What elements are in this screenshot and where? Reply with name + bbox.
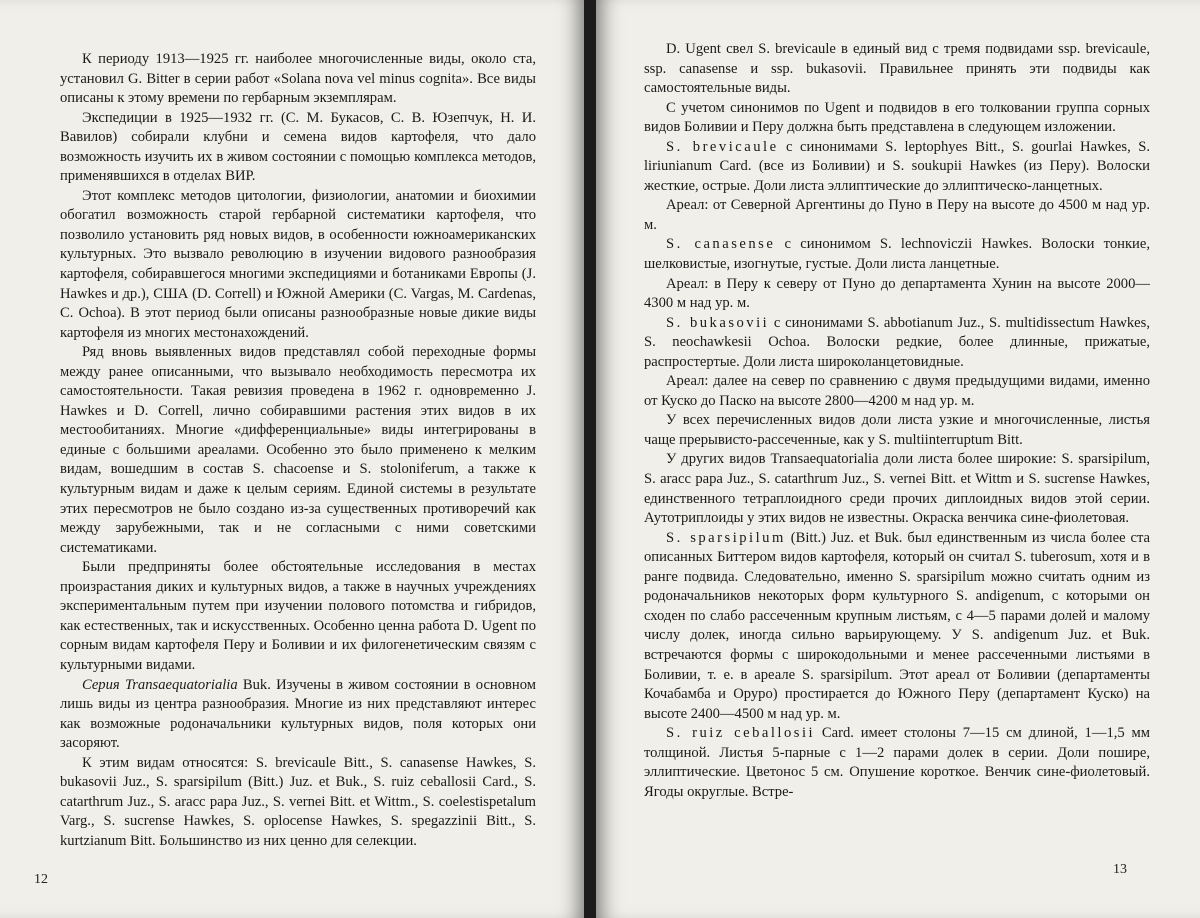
paragraph <box>644 724 1150 802</box>
paragraph: К периоду 1913—1925 гг. наиболее многочисленные виды, около ста, установил G. Bitter в серии работ «Solana nova vel minus cognita». Все виды описаны к этому времени по гербарным экземплярам. <box>60 51 536 107</box>
paragraph <box>60 676 536 754</box>
page-number: 12 <box>34 872 48 887</box>
paragraph: Были предприняты более обстоятельные исследования в местах произрастания диких и культурных видов, а также в научных учреждениях экспериментальным путем при изучении полового потомства и гибридов, как естественных, так и искусственных. Особенно ценна работа D. Ugent по сорным видам картофеля Перу и Боливии и их филогенетическим связям с культурными видами. <box>60 559 536 673</box>
paragraph: Экспедиции в 1925—1932 гг. (С. М. Букасов, С. В. Юзепчук, Н. И. Вавилов) собирали клубни и семена видов картофеля, что дало возможность изучить их в живом состоянии с помощью комплекса методов, применявшихся в отделах ВИР. <box>60 109 536 185</box>
paragraph <box>644 529 1150 724</box>
paragraph-text: (Bitt.) Juz. et Buk. был единственным из числа более ста описанных Биттером видов картофеля, который он считал S. tuberosum, хотя и в ранге подвида. Следовательно, именно S. sparsipilum можно считать одним из родоначальников некоторых форм культурного S. andigenum, с которыми он сходен по слабо рассеченным крупным листьям, с 4—5 парами долей и малому числу долек, иногда сильно варьирующему. У S. andigenum Juz. et Buk. встречаются формы с широкодольными и менее рассеченными листьями в Боливии, т. е. в ареале S. sparsipilum. Этот ареал от Боливии (департаменты Кочабамба и Оруро) простирается до Южного Перу (департамент Куско) на высоте 2400—4500 м над ур. м. <box>644 529 1150 722</box>
paragraph: Ряд вновь выявленных видов представлял собой переходные формы между ранее описанными, что вызывало необходимость пересмотра их самостоятельности. Такая ревизия проведена в 1962 г. одновременно J. Hawkes и D. Correll, лично собиравшими растения этих видов в их местообитаниях. Многие «дифференциальные» виды интегрированы в единые с большими ареалами. Особенно это было применено к мелким видам, вошедшим в состав S. chacoense и S. stoloniferum, а также к культурным видам и даже к целым сериям. Единой системы в результате этих пересмотров не было создано из-за существенных противоречий как между зарубежными, так и не согласными с ними советскими систематиками. <box>60 344 536 556</box>
species-name: S. ruiz ceballosii <box>666 725 816 742</box>
species-name: S. sparsipilum <box>666 529 786 546</box>
right-page <box>596 0 1200 918</box>
paragraph: Ареал: в Перу к северу от Пуно до департамента Хунин на высоте 2000—4300 м над ур. м. <box>644 275 1150 312</box>
paragraph: D. Ugent свел S. brevicaule в единый вид с тремя подвидами ssp. brevicaule, ssp. canasense и ssp. bukasovii. Правильнее принять эти подвиды как самостоятельные виды. <box>644 41 1150 97</box>
left-page-text <box>60 50 536 851</box>
paragraph: У всех перечисленных видов доли листа узкие и многочисленные, листья чаще прерывисто-рассеченные, как у S. multiinterruptum Bitt. <box>644 412 1150 448</box>
paragraph-text: с синонимом S. lechnoviczii Hawkes. Волоски тонкие, шелковистые, изогнутые, густые. Доли листа ланцетные. <box>644 236 1150 273</box>
left-page <box>0 0 584 918</box>
paragraph <box>644 314 1150 373</box>
paragraph: У других видов Transaequatorialia доли листа более широкие: S. sparsipilum, S. aracc papa Juz., S. catarthrum Juz., S. vernei Bitt. et Wittm и S. sucrense Hawkes, единственного тетраплоидного среди прочих диплоидных видов этой серии. Аутотриплоиды у этих видов не известны. Окраска венчика сине-фиолетовая. <box>644 451 1150 527</box>
right-page-text <box>644 40 1150 802</box>
page-number: 13 <box>1113 862 1127 877</box>
paragraph: К этим видам относятся: S. brevicaule Bitt., S. canasense Hawkes, S. bukasovii Juz., S. sparsipilum (Bitt.) Juz. et Buk., S. ruiz ceballosii Card., S. catarthrum Juz., S. aracc papa Juz., S. vernei Bitt. et Wittm., S. coelestispetalum Varg., S. sucrense Hawkes, S. oplocense Hawkes, S. spegazzinii Bitt., S. kurtzianum Bitt. Большинство из них ценно для селекции. <box>60 754 536 849</box>
paragraph: Этот комплекс методов цитологии, физиологии, анатомии и биохимии обогатил возможность старой гербарной систематики картофеля, что позволило установить ряд новых видов, в особенности южноамериканских культурных. Это вызвало революцию в изучении видового разнообразия картофеля, собиравшегося многими экспедициями и ботаниками Европы (J. Hawkes и др.), США (D. Correll) и Южной Америки (C. Vargas, M. Cardenas, C. Ochoa). В этот период были описаны разнообразные новые дикие виды картофеля из многих местонахождений. <box>60 187 536 341</box>
series-heading: Серия Transaequatorialia <box>82 676 238 693</box>
paragraph <box>644 138 1150 197</box>
paragraph-text: с синонимами S. leptophyes Bitt., S. gourlai Hawkes, S. liriunianum Card. (все из Боливии) и S. soukupii Hawkes (из Перу). Волоски жесткие, острые. Доли листа эллиптические до эллиптическо-ланцетных. <box>644 138 1150 194</box>
species-name: S. brevicaule <box>666 138 779 155</box>
paragraph: Ареал: от Северной Аргентины до Пуно в Перу на высоте до 4500 м над ур. м. <box>644 197 1150 233</box>
paragraph: С учетом синонимов по Ugent и подвидов в его толковании группа сорных видов Боливии и Перу должна быть представлена в следующем изложении. <box>644 99 1150 136</box>
paragraph-text: Card. имеет столоны 7—15 см длиной, 1—1,5 мм толщиной. Листья 5-парные с 1—2 парами долек в серии. Доли пошире, эллиптические. Цветонос 5 см. Опушение короткое. Венчик сине-фиолетовый. Ягоды округлые. Встре- <box>644 725 1150 800</box>
paragraph <box>644 235 1150 274</box>
paragraph-text: с синонимами S. abbotianum Juz., S. multidissectum Hawkes, S. neochawkesii Ochoa. Волоски редкие, более длинные, прижатые, распростертые. Доли листа широколанцетовидные. <box>644 314 1150 370</box>
paragraph: Ареал: далее на север по сравнению с двумя предыдущими видами, именно от Куско до Паско на высоте 2800—4200 м над ур. м. <box>644 373 1150 409</box>
book-gutter <box>584 0 596 918</box>
species-name: S. canasense <box>666 236 776 253</box>
species-name: S. bukasovii <box>666 314 770 331</box>
paragraph-text: Buk. Изучены в живом состоянии в основном лишь виды из центра разнообразия. Многие из них представляют интерес как возможные родоначальники культурных видов, поля которых они засоряют. <box>60 676 536 752</box>
